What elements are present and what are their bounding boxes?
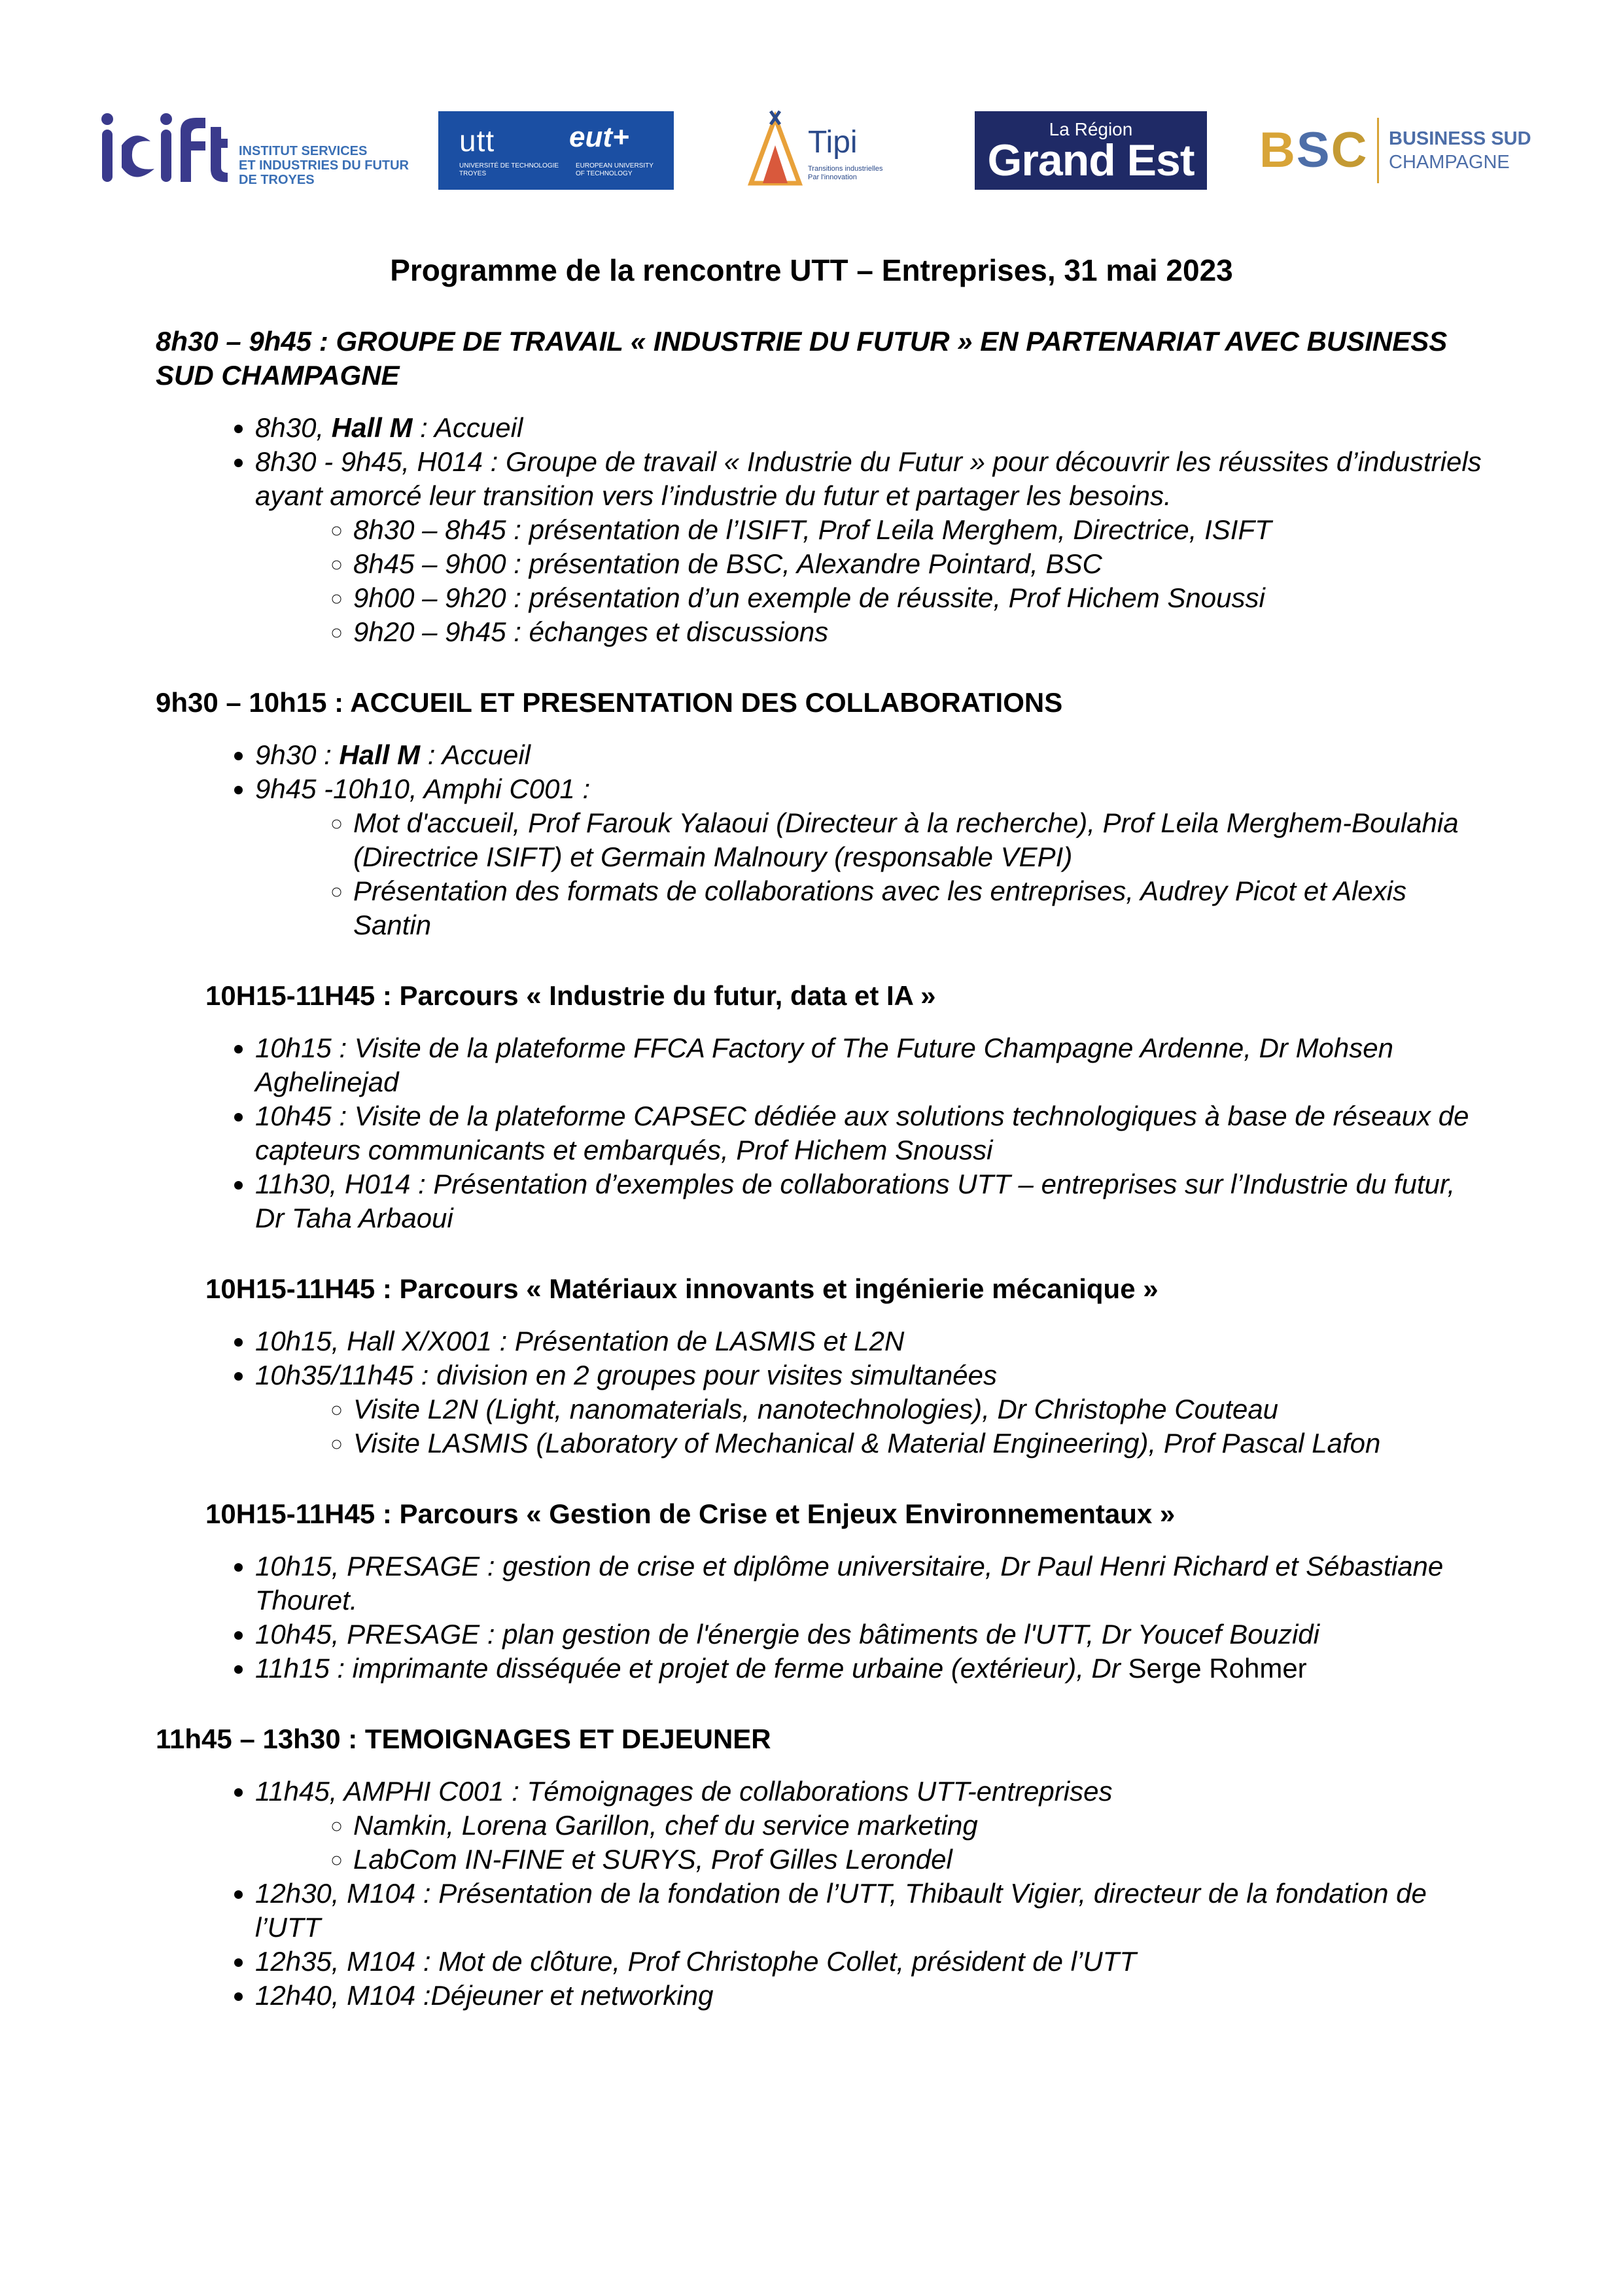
programme-content: [156, 325, 1490, 2013]
sub-list-item: ◦ 8h30 – 8h45 : présentation de l’ISIFT, Prof Leila Merghem, Directrice, ISIFT: [353, 513, 1490, 547]
section-heading: 9h30 – 10h15 : ACCUEIL ET PRESENTATION DES COLLABORATIONS: [156, 687, 1063, 718]
spacer: [156, 1460, 1490, 1497]
bsc-logo: [1259, 105, 1531, 196]
isift-sub-line: DE TROYES: [239, 173, 315, 187]
grand-est-big: Grand Est: [987, 135, 1195, 185]
bsc-line2: CHAMPAGNE: [1389, 152, 1510, 173]
sub-list-item: ◦ 9h00 – 9h20 : présentation d’un exemple de réussite, Prof Hichem Snoussi: [353, 581, 1490, 615]
sub-list-item: ◦ 9h20 – 9h45 : échanges et discussions: [353, 615, 1490, 649]
section-heading: 10H15-11H45 : Parcours « Gestion de Crise et Enjeux Environnementaux »: [205, 1498, 1176, 1529]
tipi-sub-line: Par l'innovation: [808, 173, 857, 181]
list-item: • 12h40, M104 :Déjeuner et networking: [255, 1979, 1490, 2013]
section-list: [156, 1775, 1490, 2013]
grand-est-small: La Région: [1049, 119, 1133, 139]
isift-sub-line: INSTITUT SERVICES: [239, 144, 368, 158]
bsc-letter: S: [1296, 122, 1331, 178]
section-list: [156, 1324, 1490, 1460]
list-item: • 12h35, M104 : Mot de clôture, Prof Christophe Collet, président de l’UTT: [255, 1945, 1490, 1979]
spacer: [156, 942, 1490, 979]
bsc-letters: [1259, 122, 1368, 179]
page-title: Programme de la rencontre UTT – Entreprises, 31 mai 2023: [390, 253, 1233, 287]
tipi-tent-icon: [746, 105, 805, 196]
tipi-logo: [746, 105, 916, 196]
item-text: 10h35/11h45 : division en 2 groupes pour visites simultanées: [255, 1360, 997, 1390]
grand-est-logo: [975, 111, 1207, 190]
bsc-divider: [1377, 118, 1379, 183]
eut-wordmark: eut+: [569, 121, 629, 153]
sub-list: [255, 806, 1490, 942]
tipi-sub-line: Transitions industrielles: [808, 165, 883, 173]
item-text: Serge Rohmer: [1128, 1653, 1307, 1684]
tipi-subtitle: [808, 165, 883, 182]
isift-mark: [98, 105, 229, 196]
list-item: • 10h15, PRESAGE : gestion de crise et diplôme universitaire, Dr Paul Henri Richard et Sébastiane Thouret.: [255, 1549, 1490, 1617]
sub-list-item: ◦ Visite LASMIS (Laboratory of Mechanical & Material Engineering), Prof Pascal Lafon: [353, 1426, 1490, 1460]
bsc-letter: B: [1259, 122, 1297, 178]
item-text: 9h30 :: [255, 739, 340, 770]
sub-list-item: ◦ Visite L2N (Light, nanomaterials, nanotechnologies), Dr Christophe Couteau: [353, 1392, 1490, 1426]
spacer: [156, 1235, 1490, 1272]
section-list: [156, 1549, 1490, 1686]
isift-logo: [98, 105, 412, 196]
eut-subtitle: [576, 162, 654, 178]
utt-eut-logo: [438, 111, 674, 190]
item-text: : Accueil: [420, 739, 531, 770]
item-text: : Accueil: [412, 412, 523, 443]
item-location: Hall M: [339, 739, 421, 770]
logo-bar: [98, 105, 1531, 196]
bsc-letter: C: [1331, 122, 1369, 178]
item-location: Hall M: [331, 412, 413, 443]
utt-wordmark: utt: [459, 124, 495, 158]
list-item: • 10h15 : Visite de la plateforme FFCA Factory of The Future Champagne Ardenne, Dr Mohsen Aghelinejad: [255, 1031, 1490, 1099]
tipi-wordmark: Tipi: [808, 125, 858, 160]
utt-sub-line: UNIVERSITÉ DE TECHNOLOGIE: [459, 162, 559, 169]
section-list: [156, 411, 1490, 649]
section-list: [156, 1031, 1490, 1235]
section-heading: 8h30 – 9h45 : GROUPE DE TRAVAIL « INDUSTRIE DU FUTUR » EN PARTENARIAT AVEC BUSINESS SUD CHAMPAGNE: [156, 326, 1448, 391]
sub-list-item: ◦ Mot d'accueil, Prof Farouk Yalaoui (Directeur à la recherche), Prof Leila Merghem-Boulahia (Directrice ISIFT) et Germain Malnoury (responsable VEPI): [353, 806, 1490, 874]
list-item: • 10h45, PRESAGE : plan gestion de l'énergie des bâtiments de l'UTT, Dr Youcef Bouzidi: [255, 1617, 1490, 1651]
item-text: 11h45, AMPHI C001 : Témoignages de collaborations UTT-entreprises: [255, 1776, 1113, 1807]
sub-list-item: ◦ Namkin, Lorena Garillon, chef du service marketing: [353, 1809, 1490, 1843]
sub-list: [255, 1392, 1490, 1460]
item-text: 11h15 : imprimante disséquée et projet de ferme urbaine (extérieur), Dr: [255, 1653, 1128, 1684]
list-item: [255, 772, 1490, 942]
isift-subtitle: [239, 144, 409, 187]
sub-list: [255, 513, 1490, 649]
list-item: [255, 1775, 1490, 1877]
utt-sub-line: TROYES: [459, 170, 487, 177]
eut-sub-line: OF TECHNOLOGY: [576, 170, 633, 177]
section-heading: 11h45 – 13h30 : TEMOIGNAGES ET DEJEUNER: [156, 1723, 771, 1754]
list-item: [255, 411, 1490, 445]
section-heading: 10H15-11H45 : Parcours « Matériaux innovants et ingénierie mécanique »: [205, 1273, 1159, 1304]
list-item: [255, 1358, 1490, 1460]
eut-sub-line: EUROPEAN UNIVERSITY: [576, 162, 654, 169]
bsc-line1: BUSINESS SUD: [1389, 128, 1531, 149]
sub-list-item: ◦ LabCom IN-FINE et SURYS, Prof Gilles Lerondel: [353, 1843, 1490, 1877]
list-item: • 10h45 : Visite de la plateforme CAPSEC dédiée aux solutions technologiques à base de réseaux de capteurs communicants et embarqués, Prof Hichem Snoussi: [255, 1099, 1490, 1167]
item-text: 8h30 - 9h45, H014 : Groupe de travail « Industrie du Futur » pour découvrir les réussites d’industriels ayant amorcé leur transition vers l’industrie du futur et partager les besoins.: [255, 446, 1482, 511]
spacer: [156, 1686, 1490, 1722]
list-item: • 10h15, Hall X/X001 : Présentation de LASMIS et L2N: [255, 1324, 1490, 1358]
spacer: [156, 649, 1490, 686]
item-text: 9h45 -10h10, Amphi C001 :: [255, 773, 591, 804]
sub-list-item: ◦ 8h45 – 9h00 : présentation de BSC, Alexandre Pointard, BSC: [353, 547, 1490, 581]
sub-list: [255, 1809, 1490, 1877]
list-item: • 11h30, H014 : Présentation d’exemples de collaborations UTT – entreprises sur l’Industrie du futur, Dr Taha Arbaoui: [255, 1167, 1490, 1235]
list-item: [255, 445, 1490, 649]
isift-sub-line: ET INDUSTRIES DU FUTUR: [239, 158, 409, 173]
section-list: [156, 738, 1490, 942]
utt-subtitle: [459, 162, 559, 178]
sub-list-item: ◦ Présentation des formats de collaborations avec les entreprises, Audrey Picot et Alexis Santin: [353, 874, 1490, 942]
section-heading: 10H15-11H45 : Parcours « Industrie du futur, data et IA »: [205, 980, 936, 1011]
list-item: [255, 738, 1490, 772]
item-text: 8h30,: [255, 412, 332, 443]
list-item: [255, 1651, 1490, 1686]
list-item: • 12h30, M104 : Présentation de la fondation de l’UTT, Thibault Vigier, directeur de la fondation de l’UTT: [255, 1877, 1490, 1945]
